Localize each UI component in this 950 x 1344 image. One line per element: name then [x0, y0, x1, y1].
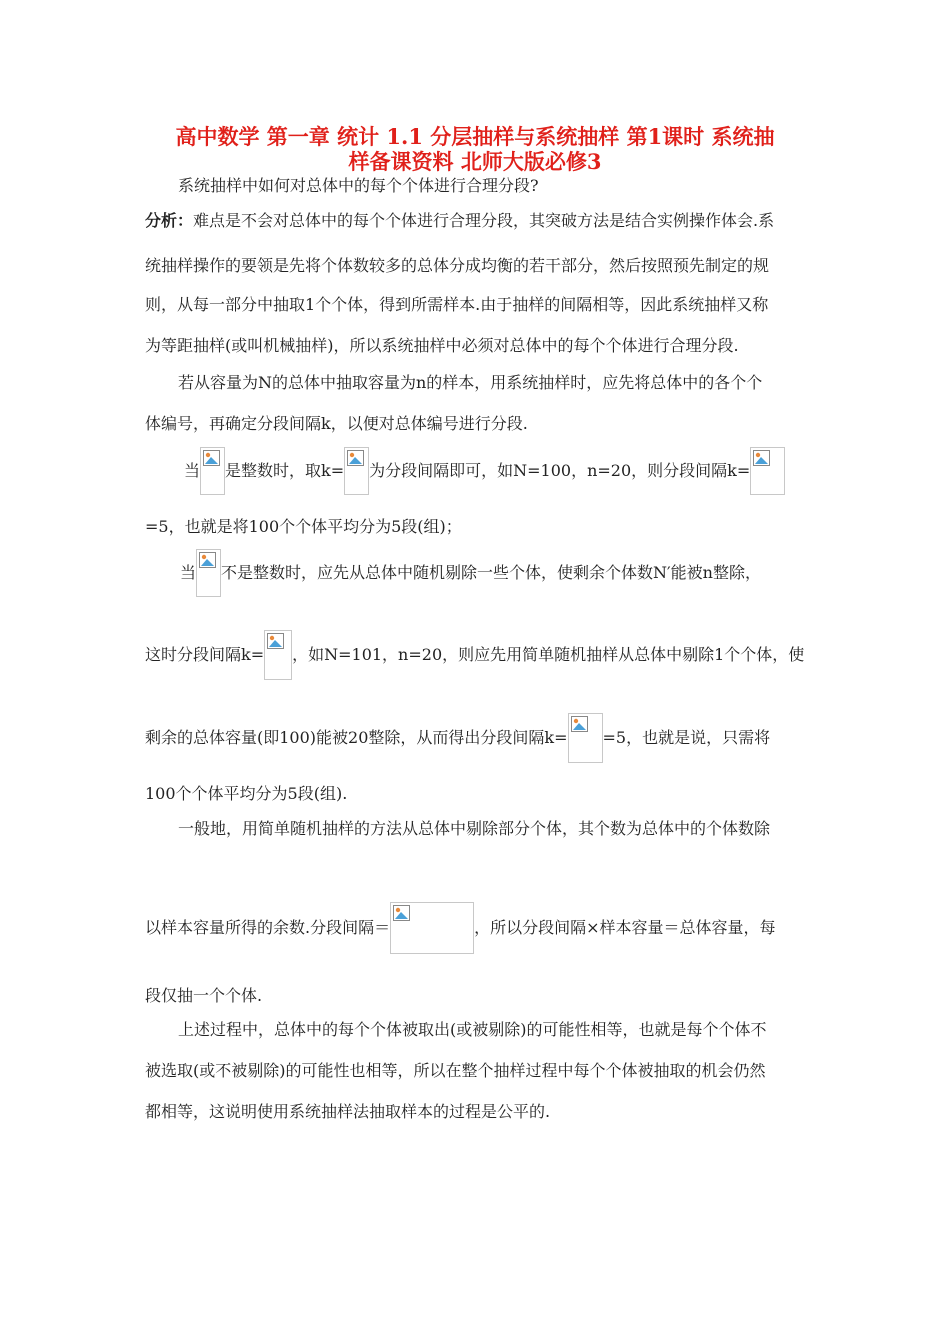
formula-image: [264, 630, 292, 680]
broken-image-icon: [393, 905, 410, 921]
broken-image-icon: [203, 450, 220, 466]
para3-text-b: 以样本容量所得的余数.分段间隔＝: [145, 918, 391, 937]
formula-image: [750, 447, 785, 495]
broken-image-icon: [571, 716, 588, 732]
broken-image-icon: [347, 450, 364, 466]
para2-line-2: 体编号，再确定分段间隔k，以便对总体编号进行分段.: [145, 414, 528, 433]
formula-image: [568, 713, 603, 763]
formula-image: [196, 549, 221, 597]
case2-text-b: 不是整数时，应先从总体中随机剔除一些个体，使剩余个体数N′能被n整除，: [221, 563, 761, 582]
broken-image-icon: [199, 552, 216, 568]
case1-text-a: 当: [184, 461, 201, 480]
case1-line-2: =5，也就是将100个个体平均分为5段(组)；: [145, 517, 462, 536]
question-line: 系统抽样中如何对总体中的每个个体进行合理分段?: [178, 176, 539, 195]
para3-line-2: [145, 902, 810, 956]
analysis-line-3: 则，从每一部分中抽取1个个体，得到所需样本.由于抽样的间隔相等，因此系统抽样又称: [145, 295, 769, 314]
case2-text-d: ，如N=101，n=20，则应先用简单随机抽样从总体中剔除1个个体，使: [292, 645, 805, 664]
para2-line-1: 若从容量为N的总体中抽取容量为n的样本，用系统抽样时，应先将总体中的各个个: [178, 373, 763, 392]
case2-text-a: 当: [180, 563, 197, 582]
analysis-label: 分析：: [145, 211, 194, 230]
broken-image-icon: [753, 450, 770, 466]
formula-image: [390, 902, 474, 954]
document-title: [130, 124, 820, 174]
analysis-line-4: 为等距抽样(或叫机械抽样)，所以系统抽样中必须对总体中的每个个体进行合理分段.: [145, 336, 739, 355]
title-line-1: 高中数学 第一章 统计 1.1 分层抽样与系统抽样 第1课时 系统抽: [175, 124, 775, 149]
para3-line-3: 段仅抽一个个体.: [145, 986, 263, 1005]
para3-text-c: ，所以分段间隔×样本容量＝总体容量，每: [474, 918, 776, 937]
case2-text-f: =5，也就是说，只需将: [602, 728, 771, 747]
formula-image: [344, 447, 369, 495]
analysis-line-1: [145, 210, 810, 232]
case2-text-c: 这时分段间隔k=: [145, 645, 265, 664]
formula-image: [200, 447, 225, 495]
broken-image-icon: [267, 633, 284, 649]
para4-line-2: 被选取(或不被剔除)的可能性也相等，所以在整个抽样过程中每个个体被抽取的机会仍然: [145, 1061, 766, 1080]
analysis-text: 难点是不会对总体中的每个个体进行合理分段，其突破方法是结合实例操作体会.系: [193, 211, 775, 230]
case2-line-3: [145, 713, 810, 765]
title-line-2: 样备课资料 北师大版必修3: [348, 149, 602, 174]
analysis-line-2: 统抽样操作的要领是先将个体数较多的总体分成均衡的若干部分，然后按照预先制定的规: [145, 256, 770, 275]
case2-line-1: [180, 549, 845, 599]
case1-text-c: 为分段间隔即可，如N=100，n=20，则分段间隔k=: [369, 461, 751, 480]
para3-line-1: 一般地，用简单随机抽样的方法从总体中剔除部分个体，其个数为总体中的个体数除: [178, 819, 771, 838]
para4-line-3: 都相等，这说明使用系统抽样法抽取样本的过程是公平的.: [145, 1102, 551, 1121]
case2-line-2: [145, 630, 810, 682]
case1-text-b: 是整数时，取k=: [225, 461, 345, 480]
case2-line-4: 100个个体平均分为5段(组).: [145, 784, 348, 803]
case1-line: [184, 447, 849, 499]
case2-text-e: 剩余的总体容量(即100)能被20整除，从而得出分段间隔k=: [145, 728, 568, 747]
para4-line-1: 上述过程中，总体中的每个个体被取出(或被剔除)的可能性相等，也就是每个个体不: [178, 1020, 767, 1039]
